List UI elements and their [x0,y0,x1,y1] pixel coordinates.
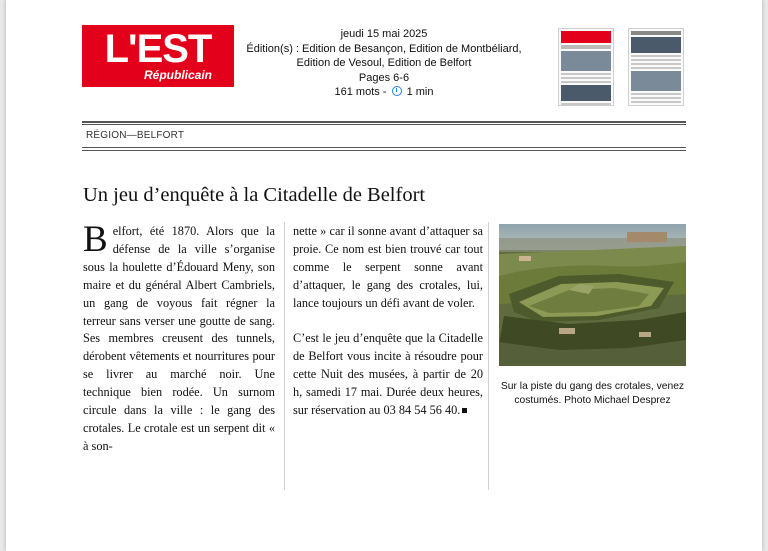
editions-line-2: Edition de Vesoul, Edition de Belfort [296,57,472,69]
page-thumbnail-front[interactable] [558,28,614,106]
word-count: 161 mots - [334,86,387,98]
photo-caption: Sur la piste du gang des crotales, venez costumés. Photo Michael Desprez [500,381,685,406]
column-divider [284,222,285,490]
reading-info [234,85,534,100]
clock-icon [392,86,402,96]
section-rule-thin [82,150,686,151]
section-rule [82,147,686,148]
column-1-text: elfort, été 1870. Alors que la défense de la ville s’organise sous la houlette d’Édouard Meny, son maire et du général Albert Cambriels, un gang de voyous fait régner la terreur sans verser une goutte de sang. Ses membres creusent des tunnels, dérobent vêtements et nourritures pour se livrer au marché noir. Une technique bien rodée. Un surnom circule dans la ville : le gang des crotales. Le crotale est un serpent dit « à son- [83,224,275,453]
logo-main-text: L'EST [104,27,212,71]
end-of-article-mark [462,408,467,413]
article-column-1 [83,219,275,456]
page-thumbnail-article[interactable] [628,28,684,106]
dropcap: B [83,219,108,260]
editions-line-1: Édition(s) : Edition de Besançon, Edition de Montbéliard, [246,42,522,55]
section-label: RÉGION—BELFORT [86,130,185,141]
pages-info: Pages 6-6 [358,71,410,84]
header-rule-thin [82,124,686,125]
column-2-paragraph-2 [293,330,483,420]
lest-republicain-logo [82,25,234,87]
read-time: 1 min [406,86,434,98]
article-page [6,0,762,551]
publication-date: jeudi 15 mai 2025 [340,28,428,40]
article-title: Un jeu d’enquête à la Citadelle de Belfort [83,184,426,206]
header-rule [82,121,686,123]
logo-sub-text: Républicain [143,68,212,82]
column-divider-photo [488,222,489,490]
column-2-paragraph-2-text: C’est le jeu d’enquête que la Citadelle de Belfort vous incite à résoudre pour cette Nuit des musées, à partir de 20 h, samedi 17 mai. Durée deux heures, sur réservation au 03 84 54 56 40. [293,331,483,418]
publication-meta [234,27,534,100]
article-column-2 [293,223,483,420]
citadel-aerial-photo[interactable] [499,224,686,366]
column-2-paragraph-1: nette » car il sonne avant d’attaquer sa proie. Ce nom est bien trouvé car tout comme le serpent sonne avant d’attaquer, le gang des crotales, lui, lance toujours un défi avant de voler. [293,224,483,310]
